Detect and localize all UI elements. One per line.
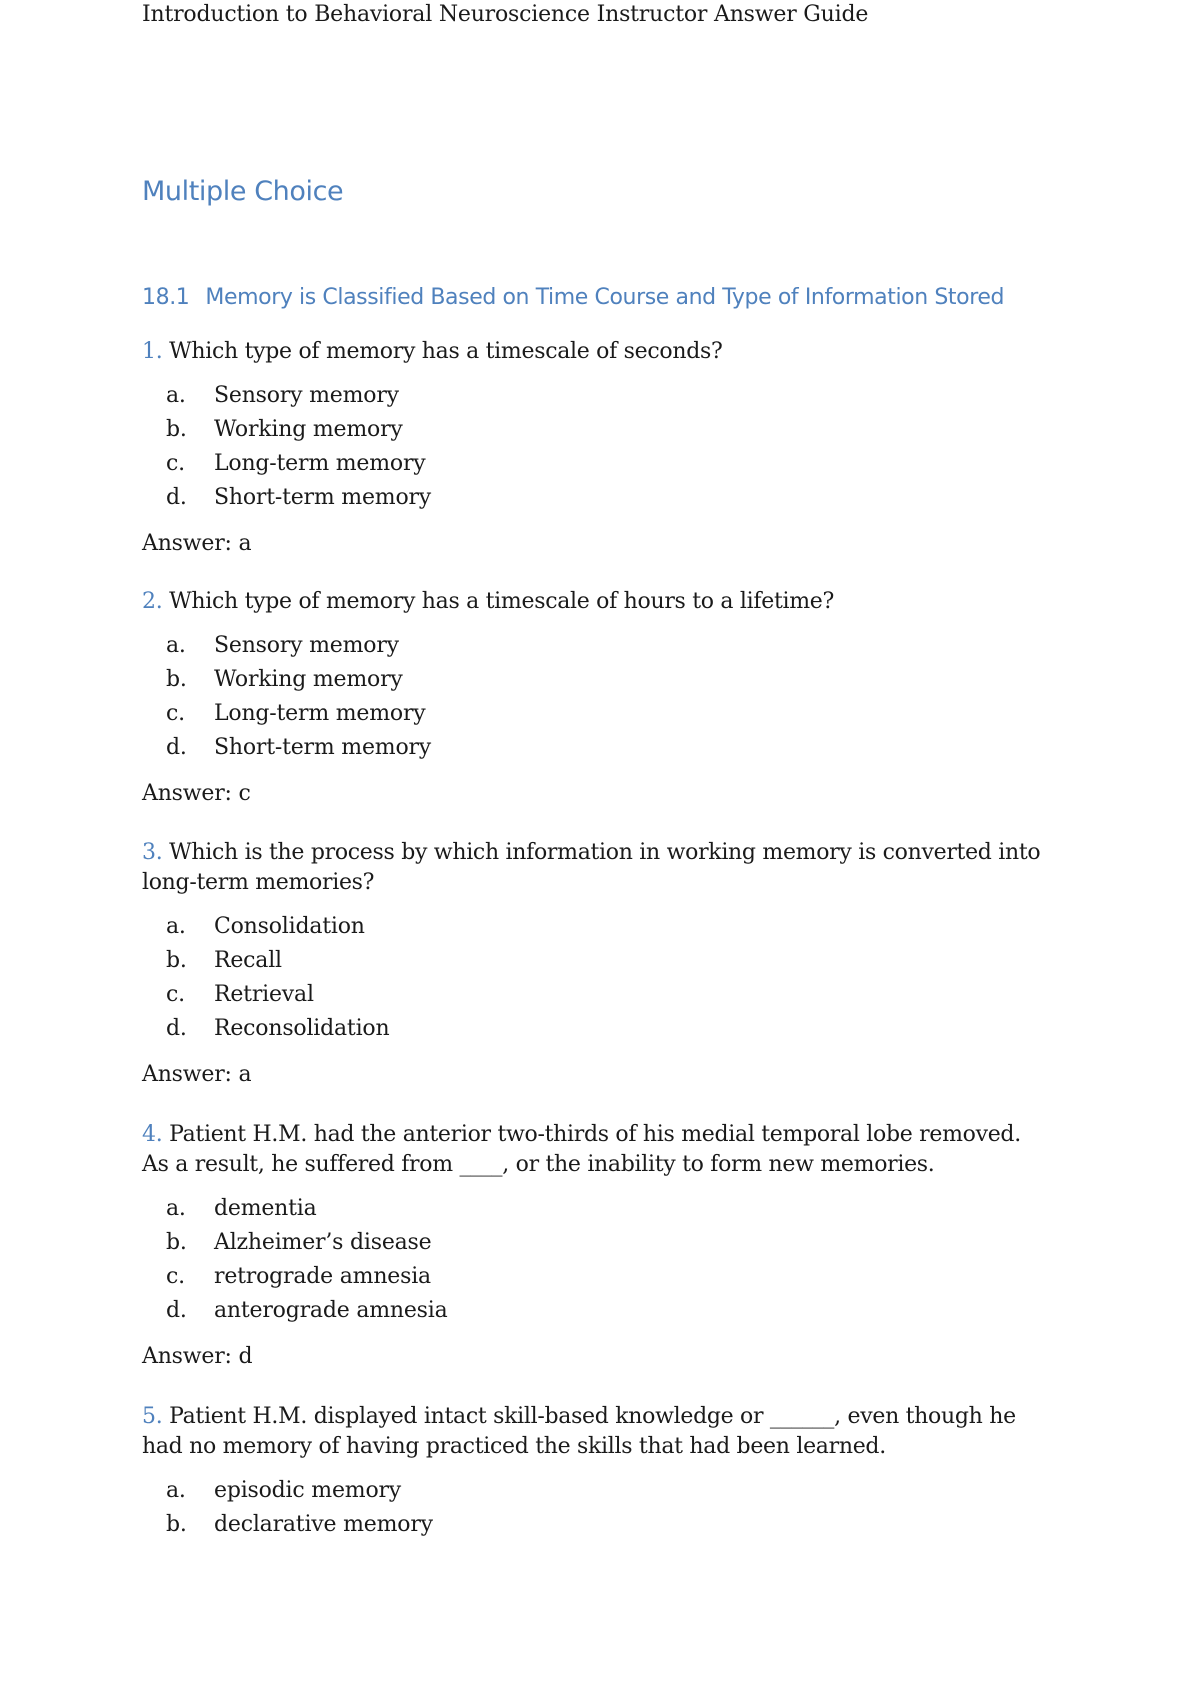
option-text: Working memory xyxy=(214,417,403,442)
subsection-number: 18.1 xyxy=(142,285,190,310)
option-letter: d. xyxy=(166,485,187,510)
options-list xyxy=(142,379,1042,515)
option-letter: c. xyxy=(166,701,185,726)
question-number: 4. xyxy=(142,1122,163,1147)
question-text: Which type of memory has a timescale of hours to a lifetime? xyxy=(169,589,835,614)
option-letter: a. xyxy=(166,1478,186,1503)
option-letter: a. xyxy=(166,914,186,939)
option-b xyxy=(166,663,1042,697)
option-text: anterograde amnesia xyxy=(214,1298,448,1323)
option-c xyxy=(166,1260,1042,1294)
question-2 xyxy=(142,587,1042,617)
option-a xyxy=(166,910,1042,944)
options-list xyxy=(142,910,1042,1046)
option-text: Long-term memory xyxy=(214,701,426,726)
question-block-5 xyxy=(142,1402,1042,1542)
option-text: Reconsolidation xyxy=(214,1016,390,1041)
option-text: Sensory memory xyxy=(214,383,399,408)
option-letter: b. xyxy=(166,948,187,973)
subsection-title: Memory is Classified Based on Time Course and Type of Information Stored xyxy=(205,285,1005,310)
option-c xyxy=(166,978,1042,1012)
option-c xyxy=(166,447,1042,481)
question-block-2 xyxy=(142,587,1042,809)
option-letter: a. xyxy=(166,633,186,658)
question-text: Patient H.M. had the anterior two-thirds of his medial temporal lobe removed. As a result, he suffered from ____, or the inability to form new memories. xyxy=(142,1122,1021,1177)
option-a xyxy=(166,1192,1042,1226)
option-letter: d. xyxy=(166,1298,187,1323)
question-number: 1. xyxy=(142,339,163,364)
question-1 xyxy=(142,337,1042,367)
question-text: Which type of memory has a timescale of seconds? xyxy=(169,339,723,364)
option-text: Short-term memory xyxy=(214,735,432,760)
option-d xyxy=(166,1294,1042,1328)
question-4 xyxy=(142,1120,1042,1180)
option-text: dementia xyxy=(214,1196,317,1221)
question-text: Patient H.M. displayed intact skill-based knowledge or ______, even though he had no memory of having practiced the skills that had been learned. xyxy=(142,1404,1016,1459)
document-header: Introduction to Behavioral Neuroscience Instructor Answer Guide xyxy=(142,2,869,27)
option-text: Sensory memory xyxy=(214,633,399,658)
option-letter: b. xyxy=(166,1230,187,1255)
option-letter: b. xyxy=(166,1512,187,1537)
question-block-3 xyxy=(142,838,1042,1090)
option-letter: d. xyxy=(166,735,187,760)
question-5 xyxy=(142,1402,1042,1462)
option-letter: d. xyxy=(166,1016,187,1041)
option-d xyxy=(166,1012,1042,1046)
option-b xyxy=(166,413,1042,447)
option-letter: b. xyxy=(166,417,187,442)
option-text: Working memory xyxy=(214,667,403,692)
option-a xyxy=(166,1474,1042,1508)
option-text: Retrieval xyxy=(214,982,314,1007)
option-a xyxy=(166,629,1042,663)
option-text: retrograde amnesia xyxy=(214,1264,431,1289)
answer-2: Answer: c xyxy=(142,781,251,806)
option-letter: a. xyxy=(166,383,186,408)
options-list xyxy=(142,1192,1042,1328)
option-letter: b. xyxy=(166,667,187,692)
answer-4: Answer: d xyxy=(142,1344,253,1369)
option-d xyxy=(166,731,1042,765)
option-text: Consolidation xyxy=(214,914,365,939)
option-letter: c. xyxy=(166,451,185,476)
option-text: Long-term memory xyxy=(214,451,426,476)
option-text: Short-term memory xyxy=(214,485,432,510)
option-c xyxy=(166,697,1042,731)
answer-3: Answer: a xyxy=(142,1062,252,1087)
option-text: episodic memory xyxy=(214,1478,402,1503)
question-number: 5. xyxy=(142,1404,163,1429)
option-text: declarative memory xyxy=(214,1512,433,1537)
question-number: 2. xyxy=(142,589,163,614)
option-letter: c. xyxy=(166,1264,185,1289)
options-list xyxy=(142,1474,1042,1542)
question-block-4 xyxy=(142,1120,1042,1372)
option-text: Alzheimer’s disease xyxy=(214,1230,432,1255)
option-b xyxy=(166,1508,1042,1542)
answer-1: Answer: a xyxy=(142,531,252,556)
section-heading: Multiple Choice xyxy=(142,176,344,207)
options-list xyxy=(142,629,1042,765)
option-d xyxy=(166,481,1042,515)
option-letter: a. xyxy=(166,1196,186,1221)
option-letter: c. xyxy=(166,982,185,1007)
option-b xyxy=(166,1226,1042,1260)
question-number: 3. xyxy=(142,840,163,865)
question-text: Which is the process by which information in working memory is converted into long-term memories? xyxy=(142,840,1041,895)
question-3 xyxy=(142,838,1042,898)
option-text: Recall xyxy=(214,948,282,973)
option-b xyxy=(166,944,1042,978)
question-block-1 xyxy=(142,337,1042,559)
option-a xyxy=(166,379,1042,413)
subsection-heading xyxy=(142,285,1004,310)
